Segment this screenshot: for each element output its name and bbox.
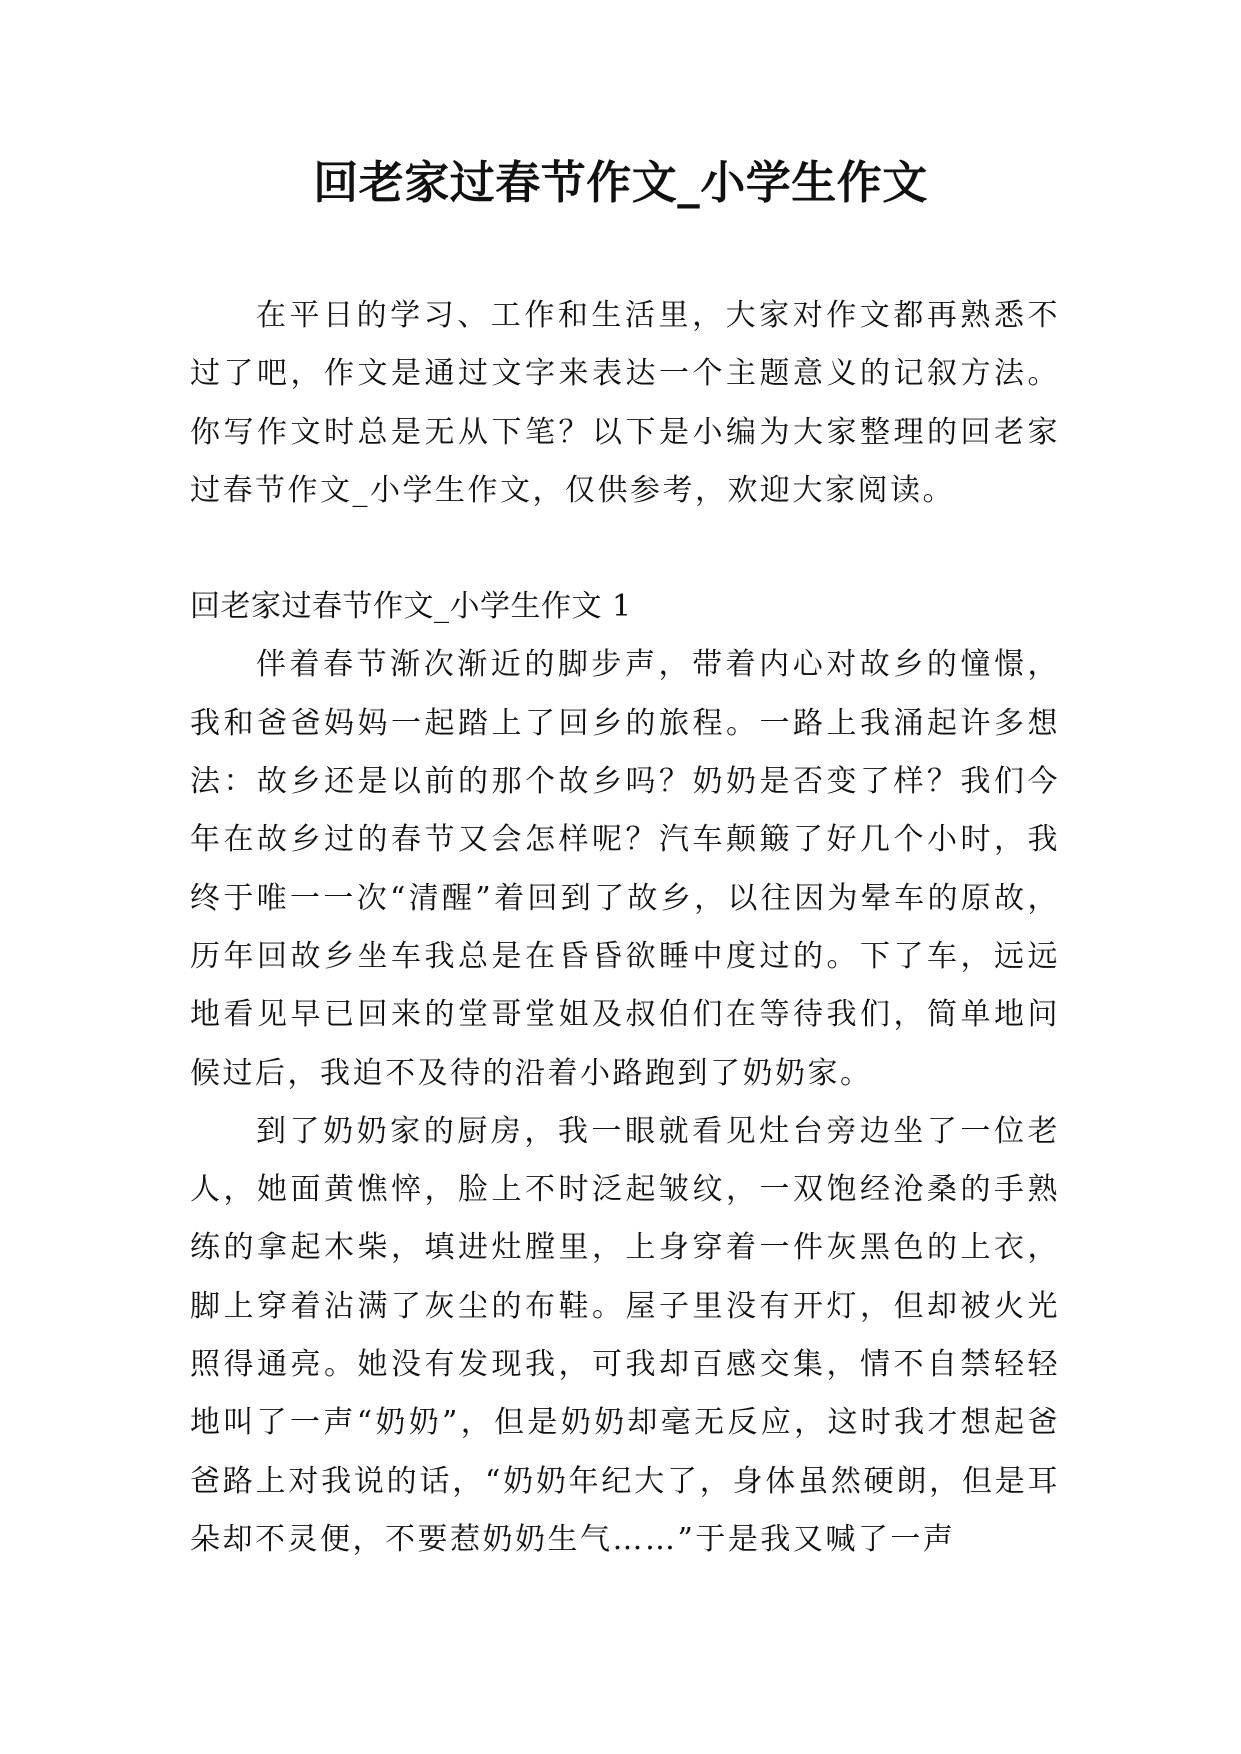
document-body [190,287,1060,1569]
body-paragraph-2: 到了奶奶家的厨房，我一眼就看见灶台旁边坐了一位老人，她面黄憔悴，脸上不时泛起皱纹，一双饱经沧桑的手熟练的拿起木柴，填进灶膛里，上身穿着一件灰黑色的上衣，脚上穿着沾满了灰尘的布鞋。屋子里没有开灯，但却被火光照得通亮。她没有发现我，可我却百感交集，情不自禁轻轻地叫了一声“奶奶”，但是奶奶却毫无反应，这时我才想起爸爸路上对我说的话，“奶奶年纪大了，身体虽然硬朗，但是耳朵却不灵便，不要惹奶奶生气……”于是我又喊了一声 [190,1113,1060,1557]
section-heading: 回老家过春节作文_小学生作文 1 [190,589,632,625]
document-title: 回老家过春节作文_小学生作文 [313,156,928,209]
intro-paragraph: 在平日的学习、工作和生活里，大家对作文都再熟悉不过了吧，作文是通过文字来表达一个主题意义的记叙方法。你写作文时总是无从下笔？以下是小编为大家整理的回老家过春节作文_小学生作文，仅供参考，欢迎大家阅读。 [190,298,1060,508]
body-paragraph-1: 伴着春节渐次渐近的脚步声，带着内心对故乡的憧憬，我和爸爸妈妈一起踏上了回乡的旅程。一路上我涌起许多想法：故乡还是以前的那个故乡吗？奶奶是否变了样？我们今年在故乡过的春节又会怎样呢？汽车颠簸了好几个小时，我终于唯一一次“清醒”着回到了故乡，以往因为晕车的原故，历年回故乡坐车我总是在昏昏欲睡中度过的。下了车，远远地看见早已回来的堂哥堂姐及叔伯们在等待我们，简单地问候过后，我迫不及待的沿着小路跑到了奶奶家。 [190,647,1060,1091]
